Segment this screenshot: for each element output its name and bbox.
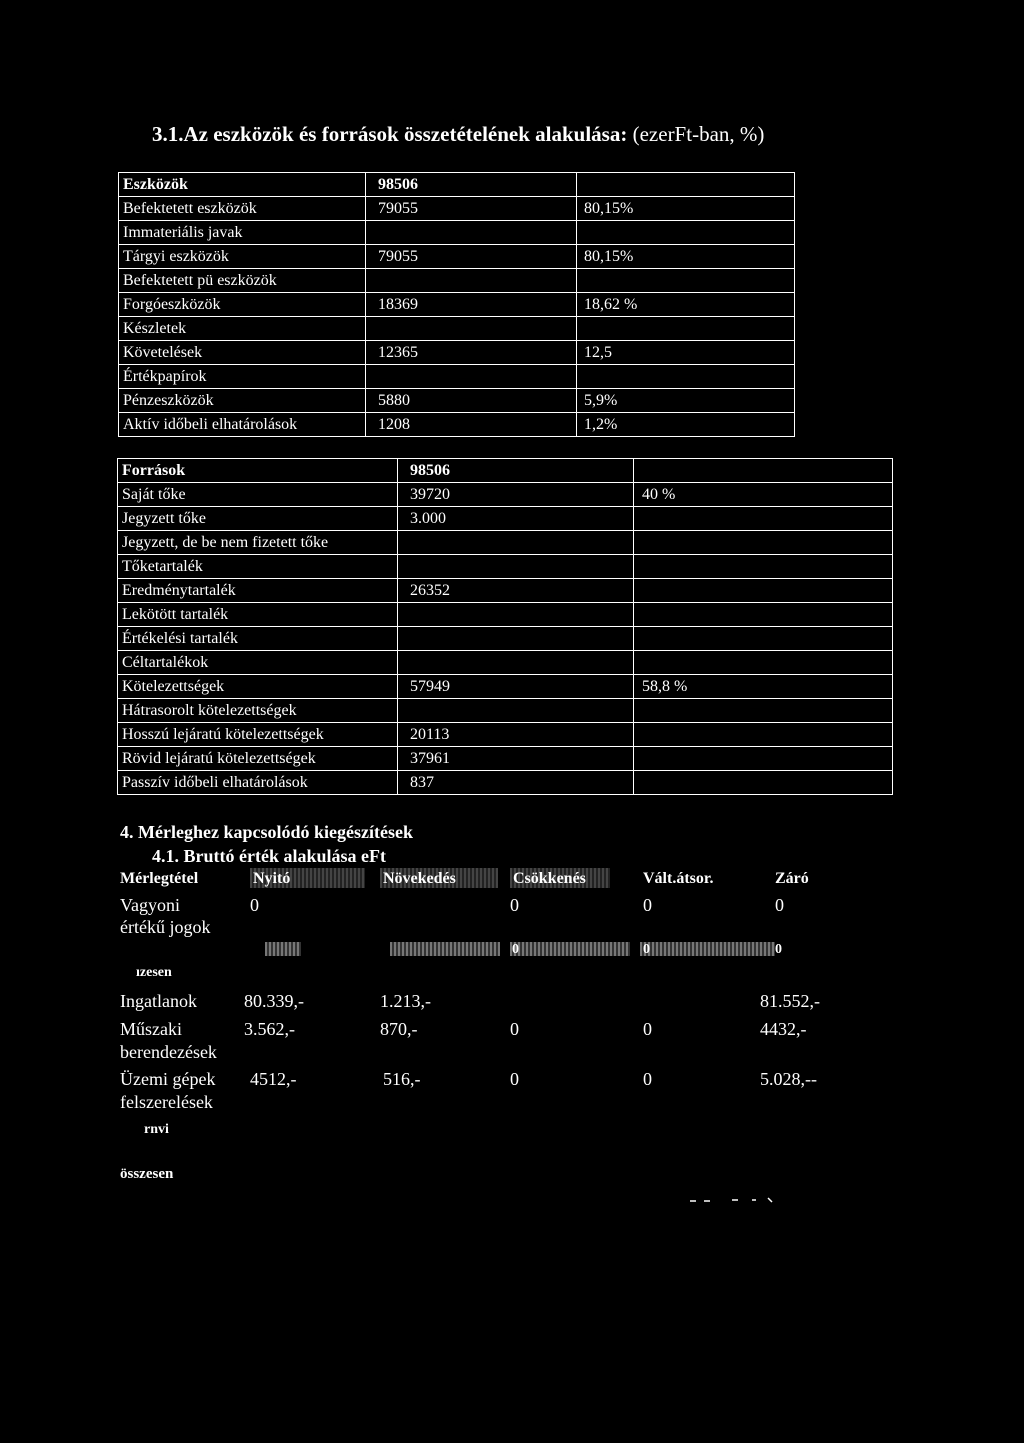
percent-cell <box>577 317 795 341</box>
row-label: Műszaki <box>120 1019 182 1039</box>
row-label-2: értékű jogok <box>120 917 211 937</box>
value-cell: 79055 <box>366 197 577 221</box>
liabilities-row <box>118 627 893 651</box>
percent-cell <box>634 531 893 555</box>
cell-zaro: 5.028,-- <box>760 1069 817 1089</box>
title-bold: Az eszközök és források összetételének alakulása: <box>183 122 628 146</box>
percent-cell <box>634 579 893 603</box>
percent-cell: 1,2% <box>577 413 795 437</box>
assets-table <box>118 172 795 437</box>
value-cell: 5880 <box>366 389 577 413</box>
cell-csokkenes: 0 <box>510 895 519 915</box>
value-cell: 79055 <box>366 245 577 269</box>
cell-nyito: 3.562,- <box>244 1019 295 1039</box>
value-cell: 57949 <box>398 675 634 699</box>
cell-valt: 0 <box>643 895 652 915</box>
item-label: Pénzeszközök <box>119 389 366 413</box>
percent-cell <box>634 603 893 627</box>
item-label: Hátrasorolt kötelezettségek <box>118 699 398 723</box>
liabilities-row <box>118 675 893 699</box>
assets-row <box>119 365 795 389</box>
value-cell: 837 <box>398 771 634 795</box>
percent-cell <box>634 723 893 747</box>
assets-row <box>119 413 795 437</box>
percent-cell <box>577 365 795 389</box>
assets-row <box>119 269 795 293</box>
item-label: Immateriális javak <box>119 221 366 245</box>
cell-nyito: 80.339,- <box>244 991 304 1011</box>
percent-cell <box>634 627 893 651</box>
item-label: Kötelezettségek <box>118 675 398 699</box>
value-cell: 3.000 <box>398 507 634 531</box>
item-label: Értékpapírok <box>119 365 366 389</box>
scan-dashes <box>690 1196 790 1204</box>
col-valt-atsor: Vált.átsor. <box>643 870 714 887</box>
liabilities-row <box>118 531 893 555</box>
value-cell <box>398 627 634 651</box>
percent-cell <box>634 771 893 795</box>
value-cell <box>366 365 577 389</box>
percent-cell: 80,15% <box>577 245 795 269</box>
liabilities-row <box>118 771 893 795</box>
scan-artifact <box>390 942 500 956</box>
cell-novekedes: 870,- <box>380 1019 418 1039</box>
cell-zaro: 0 <box>775 895 784 915</box>
assets-row <box>119 389 795 413</box>
value-cell: 1208 <box>366 413 577 437</box>
item-label: Rövid lejáratú kötelezettségek <box>118 747 398 771</box>
value-cell <box>398 651 634 675</box>
value-cell <box>366 269 577 293</box>
item-label: Hosszú lejáratú kötelezettségek <box>118 723 398 747</box>
title-number: 3.1. <box>152 122 184 146</box>
liabilities-row <box>118 723 893 747</box>
percent-cell <box>634 747 893 771</box>
row-label: Vagyoni <box>120 895 180 915</box>
item-label: Követelések <box>119 341 366 365</box>
cell-csokkenes: 0 <box>510 1069 519 1089</box>
value-cell <box>398 699 634 723</box>
cell-zaro: 81.552,- <box>760 991 820 1011</box>
assets-row <box>119 341 795 365</box>
assets-row <box>119 245 795 269</box>
assets-row <box>119 293 795 317</box>
liabilities-row <box>118 483 893 507</box>
value-cell <box>398 531 634 555</box>
assets-row <box>119 317 795 341</box>
scan-artifact <box>510 942 630 956</box>
value-cell <box>398 603 634 627</box>
value-cell: 26352 <box>398 579 634 603</box>
item-label: Értékelési tartalék <box>118 627 398 651</box>
percent-cell: 12,5 <box>577 341 795 365</box>
cell-novekedes: 516,- <box>383 1069 421 1089</box>
faded-zero: 0 <box>775 942 782 957</box>
cell-nyito: 4512,- <box>250 1069 297 1089</box>
value-cell: 18369 <box>366 293 577 317</box>
value-cell <box>366 317 577 341</box>
item-label: Eredménytartalék <box>118 579 398 603</box>
value-cell: 39720 <box>398 483 634 507</box>
item-label: Eszközök <box>119 173 366 197</box>
assets-row <box>119 197 795 221</box>
value-cell: 12365 <box>366 341 577 365</box>
faded-zero: 0 <box>512 942 519 957</box>
item-label: Befektetett eszközök <box>119 197 366 221</box>
col-nyito: Nyitó <box>253 870 291 887</box>
item-label: Passzív időbeli elhatárolások <box>118 771 398 795</box>
cell-csokkenes: 0 <box>510 1019 519 1039</box>
percent-cell: 18,62 % <box>577 293 795 317</box>
assets-row <box>119 221 795 245</box>
row-label: Üzemi gépek <box>120 1069 216 1089</box>
item-label: Aktív időbeli elhatárolások <box>119 413 366 437</box>
value-cell <box>398 555 634 579</box>
value-cell: 98506 <box>366 173 577 197</box>
percent-cell: 40 % <box>634 483 893 507</box>
item-label: Tárgyi eszközök <box>119 245 366 269</box>
value-cell: 20113 <box>398 723 634 747</box>
percent-cell <box>577 221 795 245</box>
section-title <box>152 122 992 147</box>
liabilities-header-row <box>118 459 893 483</box>
item-label: Készletek <box>119 317 366 341</box>
col-zaro: Záró <box>775 870 809 887</box>
faded-osszesen-partial: ızesen <box>136 965 172 980</box>
item-label: Jegyzett, de be nem fizetett tőke <box>118 531 398 555</box>
item-label: Források <box>118 459 398 483</box>
cell-novekedes: 1.213,- <box>380 991 431 1011</box>
assets-header-row <box>119 173 795 197</box>
title-unit: (ezerFt-ban, %) <box>627 122 765 146</box>
row-label-2: berendezések <box>120 1042 217 1062</box>
item-label: Jegyzett tőke <box>118 507 398 531</box>
liabilities-row <box>118 699 893 723</box>
liabilities-row <box>118 555 893 579</box>
value-cell <box>366 221 577 245</box>
percent-cell <box>634 507 893 531</box>
item-label: Céltartalékok <box>118 651 398 675</box>
percent-cell <box>577 269 795 293</box>
item-label: Lekötött tartalék <box>118 603 398 627</box>
liabilities-table <box>117 458 893 795</box>
item-label: Forgóeszközök <box>119 293 366 317</box>
liabilities-row <box>118 603 893 627</box>
col-novekedes: Növekedés <box>383 870 456 887</box>
liabilities-row <box>118 579 893 603</box>
row-label-2: felszerelések <box>120 1092 213 1112</box>
cell-nyito: 0 <box>250 895 259 915</box>
value-cell: 37961 <box>398 747 634 771</box>
col-merlegtetel: Mérlegtétel <box>120 870 199 887</box>
percent-cell <box>634 555 893 579</box>
col-csokkenes: Csökkenés <box>513 870 586 887</box>
liabilities-row <box>118 747 893 771</box>
percent-cell: 58,8 % <box>634 675 893 699</box>
cell-valt: 0 <box>643 1019 652 1039</box>
cell-valt: 0 <box>643 1069 652 1089</box>
percent-cell: 80,15% <box>577 197 795 221</box>
item-label: Befektetett pü eszközök <box>119 269 366 293</box>
percent-cell <box>634 459 893 483</box>
faded-zero: 0 <box>643 942 650 957</box>
faded-osszesen: összesen <box>120 1166 174 1182</box>
row-label: Ingatlanok <box>120 991 197 1011</box>
liabilities-row <box>118 651 893 675</box>
cell-zaro: 4432,- <box>760 1019 807 1039</box>
scan-artifact <box>640 942 775 956</box>
section41-heading: 4.1. Bruttó érték alakulása eFt <box>152 846 386 866</box>
faded-jarmuvek-partial: rnvi <box>144 1122 169 1137</box>
item-label: Tőketartalék <box>118 555 398 579</box>
percent-cell <box>634 699 893 723</box>
percent-cell: 5,9% <box>577 389 795 413</box>
item-label: Saját tőke <box>118 483 398 507</box>
scan-artifact <box>265 942 301 956</box>
value-cell: 98506 <box>398 459 634 483</box>
percent-cell <box>634 651 893 675</box>
section4-heading: 4. Mérleghez kapcsolódó kiegészítések <box>120 822 413 842</box>
percent-cell <box>577 173 795 197</box>
liabilities-row <box>118 507 893 531</box>
